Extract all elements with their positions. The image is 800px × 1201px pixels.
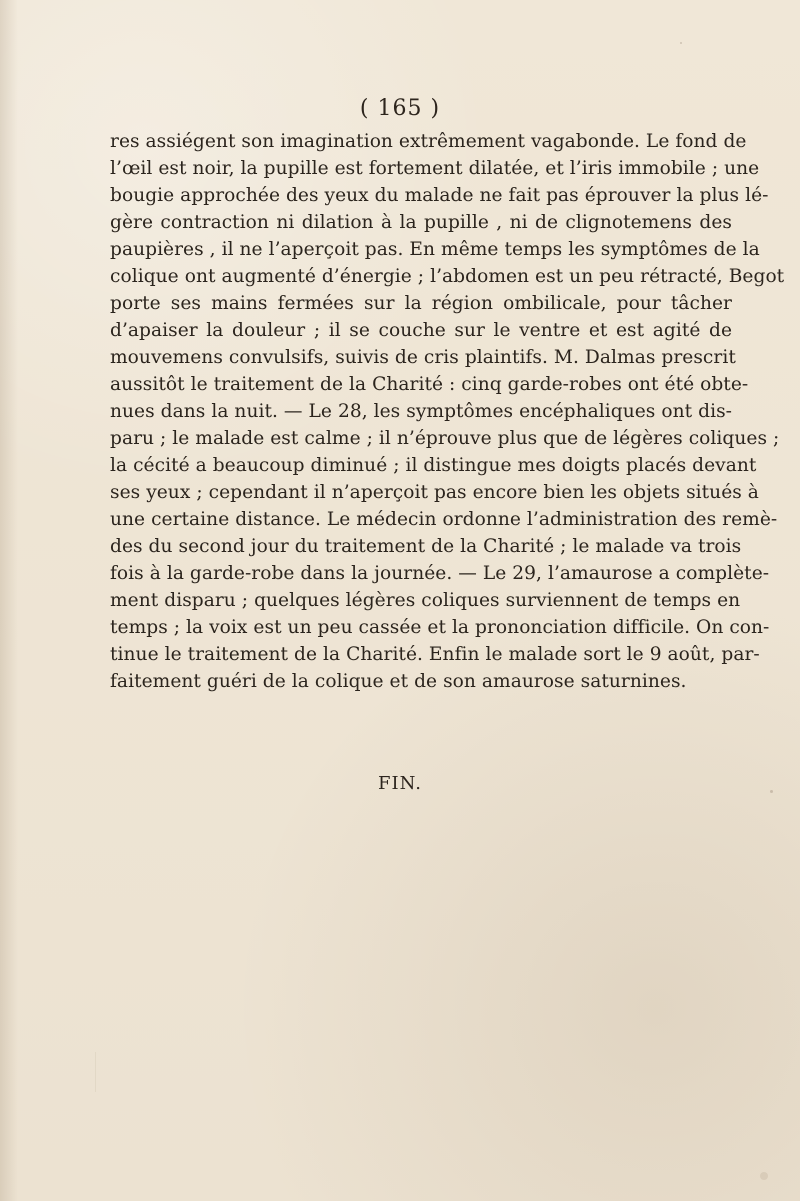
text-line: res assiégent son imagination extrêmement vagabonde. Le fond de [110, 131, 747, 152]
text-line: l’œil est noir, la pupille est fortement dilatée, et l’iris immobile ; une [110, 158, 760, 179]
text-line: nues dans la nuit. — Le 28, les symptômes encéphaliques ont dis- [110, 401, 732, 422]
text-line: porte ses mains fermées sur la région ombilicale, pour tâcher [110, 293, 732, 314]
text-line: ses yeux ; cependant il n’aperçoit pas encore bien les objets situés à [110, 482, 759, 503]
text-line: paupières , il ne l’aperçoit pas. En même temps les symptômes de la [110, 239, 760, 260]
text-line: aussitôt le traitement de la Charité : cinq garde-robes ont été obte- [110, 374, 749, 395]
text-line: colique ont augmenté d’énergie ; l’abdomen est un peu rétracté, Begot [110, 266, 785, 287]
text-line: tinue le traitement de la Charité. Enfin le malade sort le 9 août, par- [110, 644, 760, 665]
body-text [110, 128, 785, 695]
text-line: faitement guéri de la colique et de son amaurose saturnines. [110, 671, 687, 692]
page-edge-shadow [0, 0, 18, 1201]
page-number: ( 165 ) [359, 96, 441, 121]
paper-mark [95, 1052, 96, 1092]
text-line: la cécité a beaucoup diminué ; il distingue mes doigts placés devant [110, 455, 757, 476]
text-line: gère contraction ni dilation à la pupille , ni de clignotemens des [110, 212, 732, 233]
text-line: fois à la garde-robe dans la journée. — Le 29, l’amaurose a complète- [110, 563, 770, 584]
text-line: mouvemens convulsifs, suivis de cris plaintifs. M. Dalmas prescrit [110, 347, 736, 368]
text-line: une certaine distance. Le médecin ordonne l’administration des remè- [110, 509, 778, 530]
ending-mark: FIN. [378, 773, 422, 794]
text-line: d’apaiser la douleur ; il se couche sur le ventre et est agité de [110, 320, 732, 341]
text-line: bougie approchée des yeux du malade ne fait pas éprouver la plus lé- [110, 185, 769, 206]
text-line: temps ; la voix est un peu cassée et la prononciation difficile. On con- [110, 617, 770, 638]
text-line: paru ; le malade est calme ; il n’éprouve plus que de légères coliques ; [110, 428, 780, 449]
paper-stain [760, 1172, 768, 1180]
paper-speck [680, 42, 682, 44]
show-through-date [350, 965, 362, 993]
show-through-imprint [250, 862, 258, 883]
text-line: des du second jour du traitement de la Charité ; le malade va trois [110, 536, 742, 557]
text-line: ment disparu ; quelques légères coliques surviennent de temps en [110, 590, 741, 611]
show-through-place [300, 808, 315, 848]
